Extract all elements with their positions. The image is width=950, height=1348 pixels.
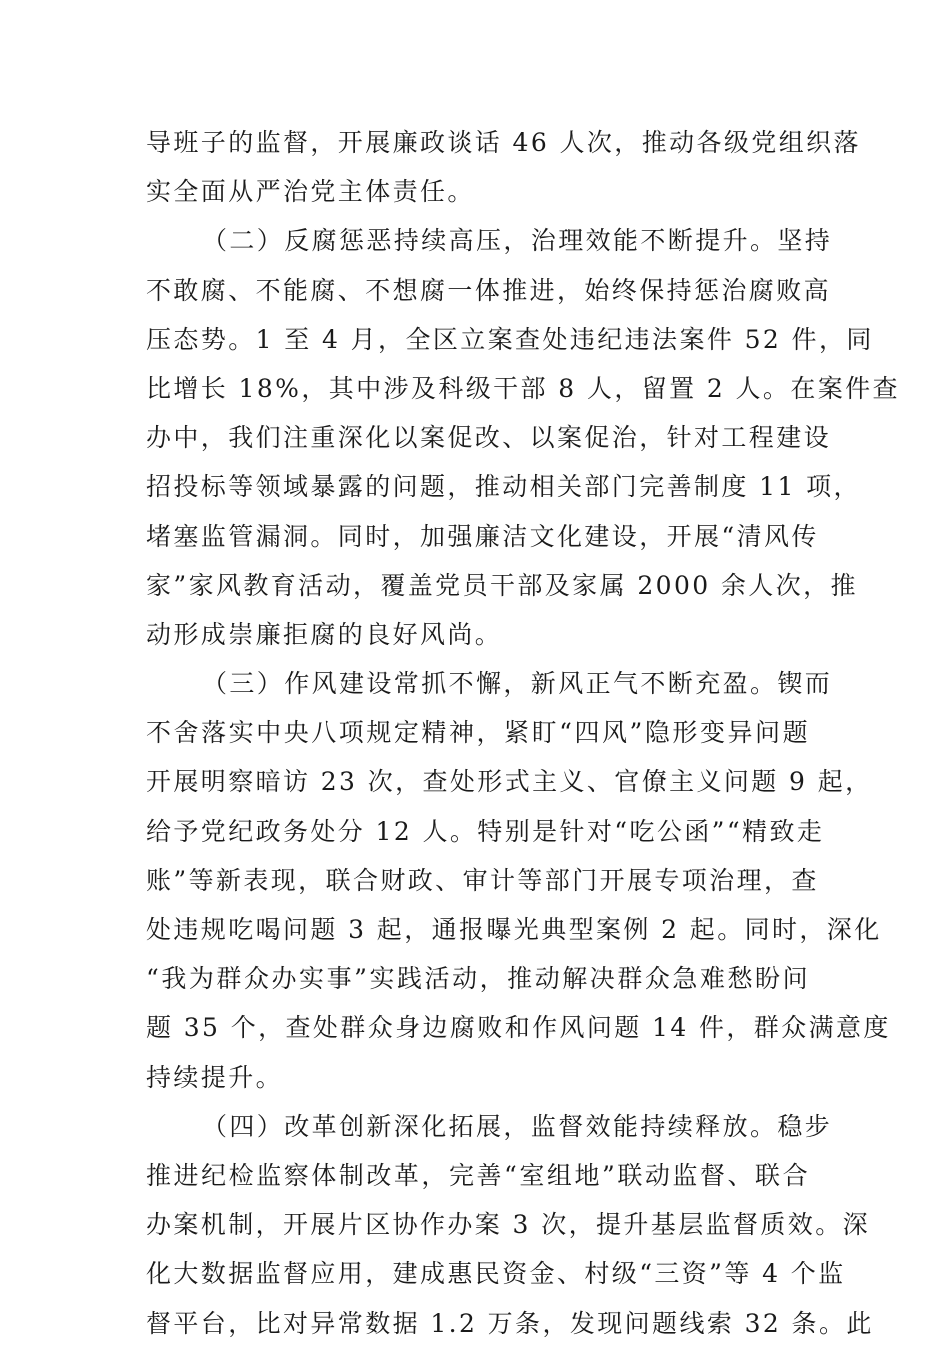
text-line: 题 35 个，查处群众身边腐败和作风问题 14 件，群众满意度 xyxy=(146,1013,891,1043)
text-line: 压态势。1 至 4 月，全区立案查处违纪违法案件 52 件，同 xyxy=(146,324,874,354)
paragraph xyxy=(146,216,900,659)
text-line: 化大数据监督应用，建成惠民资金、村级“三资”等 4 个监 xyxy=(146,1259,846,1289)
text-line: 督平台，比对异常数据 1.2 万条，发现问题线索 32 条。此 xyxy=(146,1308,874,1338)
text-line: 办案机制，开展片区协作办案 3 次，提升基层监督质效。深 xyxy=(146,1210,871,1240)
section-heading-line: （二）反腐惩恶持续高压，治理效能不断提升。坚持 xyxy=(202,226,833,256)
text-line: 比增长 18%，其中涉及科级干部 8 人，留置 2 人。在案件查 xyxy=(146,373,900,403)
text-line: 导班子的监督，开展廉政谈话 46 人次，推动各级党组织落 xyxy=(146,128,861,157)
text-line: 家”家风教育活动，覆盖党员干部及家属 2000 余人次，推 xyxy=(146,570,858,600)
text-line: 实全面从严治党主体责任。 xyxy=(146,177,475,207)
text-line: 堵塞监管漏洞。同时，加强廉洁文化建设，开展“清风传 xyxy=(146,521,819,551)
text-line: 给予党纪政务处分 12 人。特别是针对“吃公函”“精致走 xyxy=(146,816,825,846)
text-line: 持续提升。 xyxy=(146,1062,284,1092)
text-line: “我为群众办实事”实践活动，推动解决群众急难愁盼问 xyxy=(146,964,810,994)
paragraph xyxy=(146,659,891,1102)
text-line: 推进纪检监察体制改革，完善“室组地”联动监督、联合 xyxy=(146,1160,810,1190)
text-line: 开展明察暗访 23 次，查处形式主义、官僚主义问题 9 起， xyxy=(146,767,873,797)
text-line: 动形成崇廉拒腐的良好风尚。 xyxy=(146,619,503,649)
paragraph xyxy=(146,118,861,216)
section-heading-line: （四）改革创新深化拓展，监督效能持续释放。稳步 xyxy=(202,1111,833,1141)
text-line: 办中，我们注重深化以案促改、以案促治，针对工程建设 xyxy=(146,423,832,453)
text-line: 账”等新表现，联合财政、审计等部门开展专项治理，查 xyxy=(146,865,819,895)
section-heading-line: （三）作风建设常抓不懈，新风正气不断充盈。锲而 xyxy=(202,669,833,699)
text-line: 处违规吃喝问题 3 起，通报曝光典型案例 2 起。同时，深化 xyxy=(146,915,882,944)
text-line: 招投标等领域暴露的问题，推动相关部门完善制度 11 项， xyxy=(146,472,861,502)
paragraph xyxy=(146,1102,874,1348)
text-line: 不舍落实中央八项规定精神，紧盯“四风”隐形变异问题 xyxy=(146,718,810,748)
body-text xyxy=(146,118,900,1348)
text-line: 不敢腐、不能腐、不想腐一体推进，始终保持惩治腐败高 xyxy=(146,275,832,305)
